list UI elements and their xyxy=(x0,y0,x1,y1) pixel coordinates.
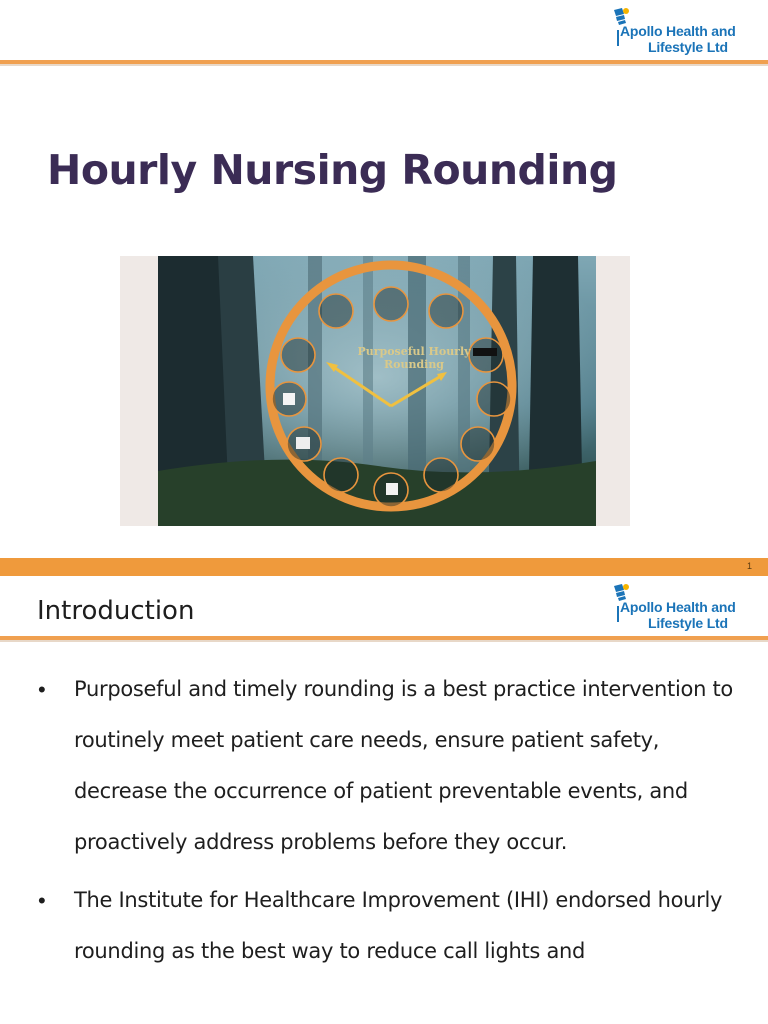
brand-logo xyxy=(608,6,758,58)
brand-name-line1: Apollo Health and xyxy=(620,23,736,39)
brand-name-line2: Lifestyle Ltd xyxy=(648,39,728,55)
slide-title: Introduction xyxy=(37,596,195,626)
brand-logo xyxy=(608,582,758,634)
footer-bar xyxy=(0,558,768,576)
bullet-icon: • xyxy=(38,677,46,702)
bullet-item xyxy=(38,664,748,868)
bullet-text: The Institute for Healthcare Improvement (IHI) endorsed hourly rounding as the best way to reduce call lights and xyxy=(74,888,723,963)
image-caption-line2: Rounding xyxy=(383,358,445,371)
rounding-clock-image xyxy=(120,256,630,526)
bullet-text: Purposeful and timely rounding is a best practice intervention to routinely meet patient care needs, ensure patient safety, decrease the occurrence of patient preventable events, and proactively address problems before they occur. xyxy=(74,677,733,854)
forest-clock-illustration xyxy=(158,256,596,526)
page-number: 1 xyxy=(746,561,752,571)
slide-title: Hourly Nursing Rounding xyxy=(47,146,618,194)
bullet-item xyxy=(38,875,748,977)
brand-name-line2: Lifestyle Ltd xyxy=(648,615,728,631)
image-caption-line1: Purposeful Hourly xyxy=(357,345,471,358)
header-rule xyxy=(0,60,768,64)
bullet-list xyxy=(38,664,748,984)
slide-2 xyxy=(0,576,768,1024)
bullet-icon: • xyxy=(38,888,46,913)
brand-name-line1: Apollo Health and xyxy=(620,599,736,615)
header-rule xyxy=(0,636,768,640)
